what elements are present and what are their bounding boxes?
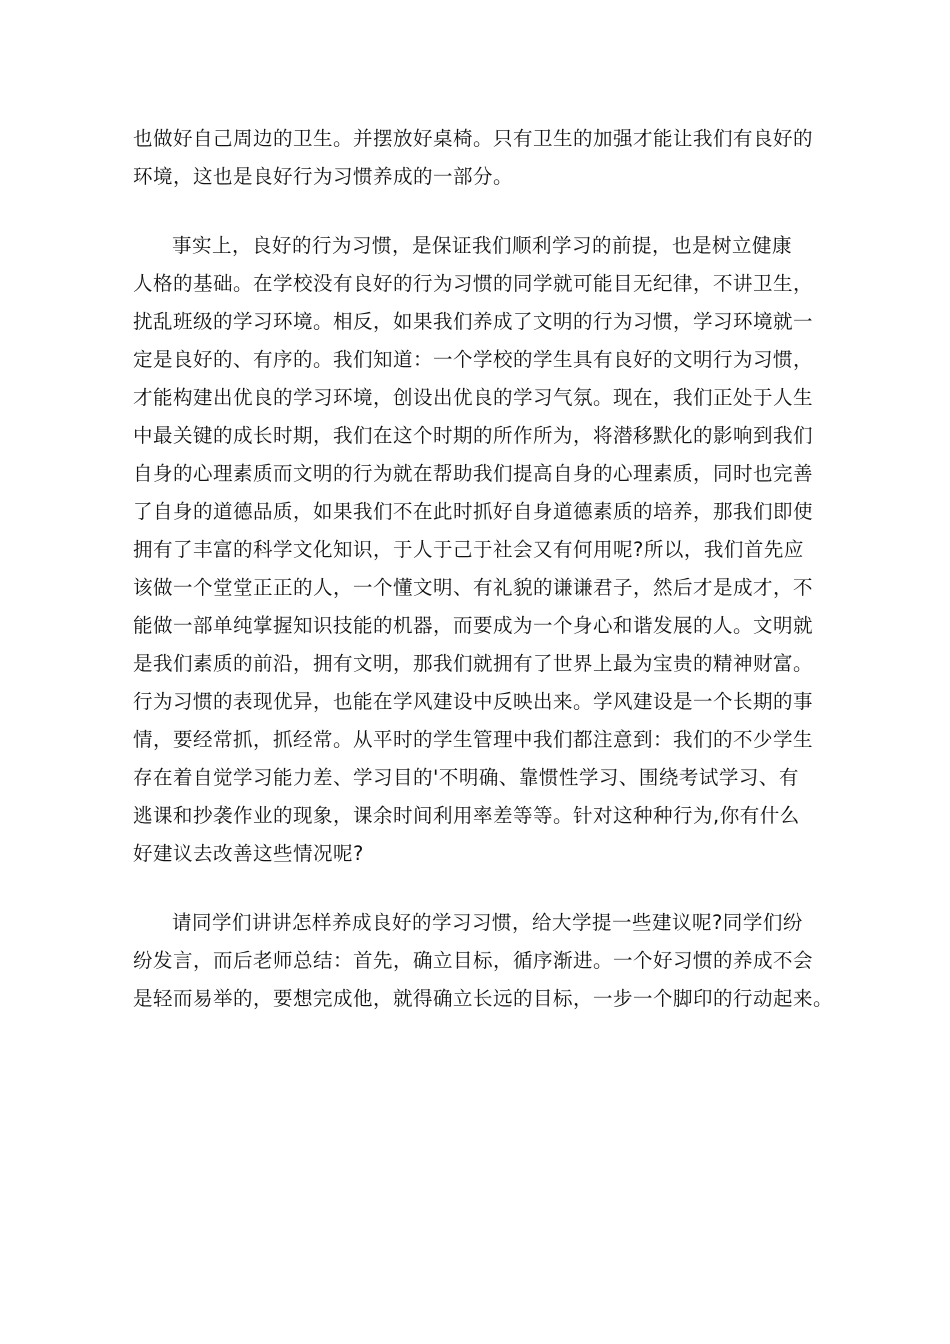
text-line: 该做一个堂堂正正的人，一个懂文明、有礼貌的谦谦君子，然后才是成才，不 (133, 576, 814, 599)
text-line: 扰乱班级的学习环境。相反，如果我们养成了文明的行为习惯，学习环境就一 (133, 310, 814, 333)
text-line: 了自身的道德品质，如果我们不在此时抓好自身道德素质的培养，那我们即使 (133, 500, 814, 523)
text-line: 行为习惯的表现优异，也能在学风建设中反映出来。学风建设是一个长期的事 (133, 690, 814, 713)
text-line: 请同学们讲讲怎样养成良好的学习习惯，给大学提一些建议呢?同学们纷 (172, 911, 803, 934)
text-line: 是轻而易举的，要想完成他，就得确立长远的目标，一步一个脚印的行动起来。 (133, 987, 834, 1010)
paragraph-1 (133, 120, 828, 196)
text-line: 才能构建出优良的学习环境，创设出优良的学习气氛。现在，我们正处于人生 (133, 386, 814, 409)
paragraph-2 (133, 227, 828, 873)
text-line: 是我们素质的前沿，拥有文明，那我们就拥有了世界上最为宝贵的精神财富。 (133, 652, 814, 675)
text-line: 拥有了丰富的科学文化知识，于人于己于社会又有何用呢?所以，我们首先应 (133, 538, 804, 561)
text-line: 逃课和抄袭作业的现象，课余时间利用率差等等。针对这种种行为,你有什么 (133, 804, 800, 827)
text-line: 好建议去改善这些情况呢? (133, 842, 364, 865)
text-line: 纷发言，而后老师总结：首先，确立目标，循序渐进。一个好习惯的养成不会 (133, 949, 814, 972)
text-line: 定是良好的、有序的。我们知道：一个学校的学生具有良好的文明行为习惯， (133, 348, 814, 371)
text-line: 环境，这也是良好行为习惯养成的一部分。 (133, 165, 514, 188)
text-line: 存在着自觉学习能力差、学习目的'不明确、靠惯性学习、围绕考试学习、有 (133, 766, 799, 789)
text-line: 中最关键的成长时期，我们在这个时期的所作所为，将潜移默化的影响到我们 (133, 424, 814, 447)
text-line: 事实上，良好的行为习惯，是保证我们顺利学习的前提，也是树立健康 (172, 234, 793, 257)
text-line: 能做一部单纯掌握知识技能的机器，而要成为一个身心和谐发展的人。文明就 (133, 614, 814, 637)
paragraph-3 (133, 904, 834, 1018)
text-line: 也做好自己周边的卫生。并摆放好桌椅。只有卫生的加强才能让我们有良好的 (133, 127, 814, 150)
document-body (133, 120, 834, 1018)
text-line: 人格的基础。在学校没有良好的行为习惯的同学就可能目无纪律，不讲卫生， (133, 272, 814, 295)
text-line: 情，要经常抓，抓经常。从平时的学生管理中我们都注意到：我们的不少学生 (133, 728, 814, 751)
text-line: 自身的心理素质而文明的行为就在帮助我们提高自身的心理素质，同时也完善 (133, 462, 814, 485)
